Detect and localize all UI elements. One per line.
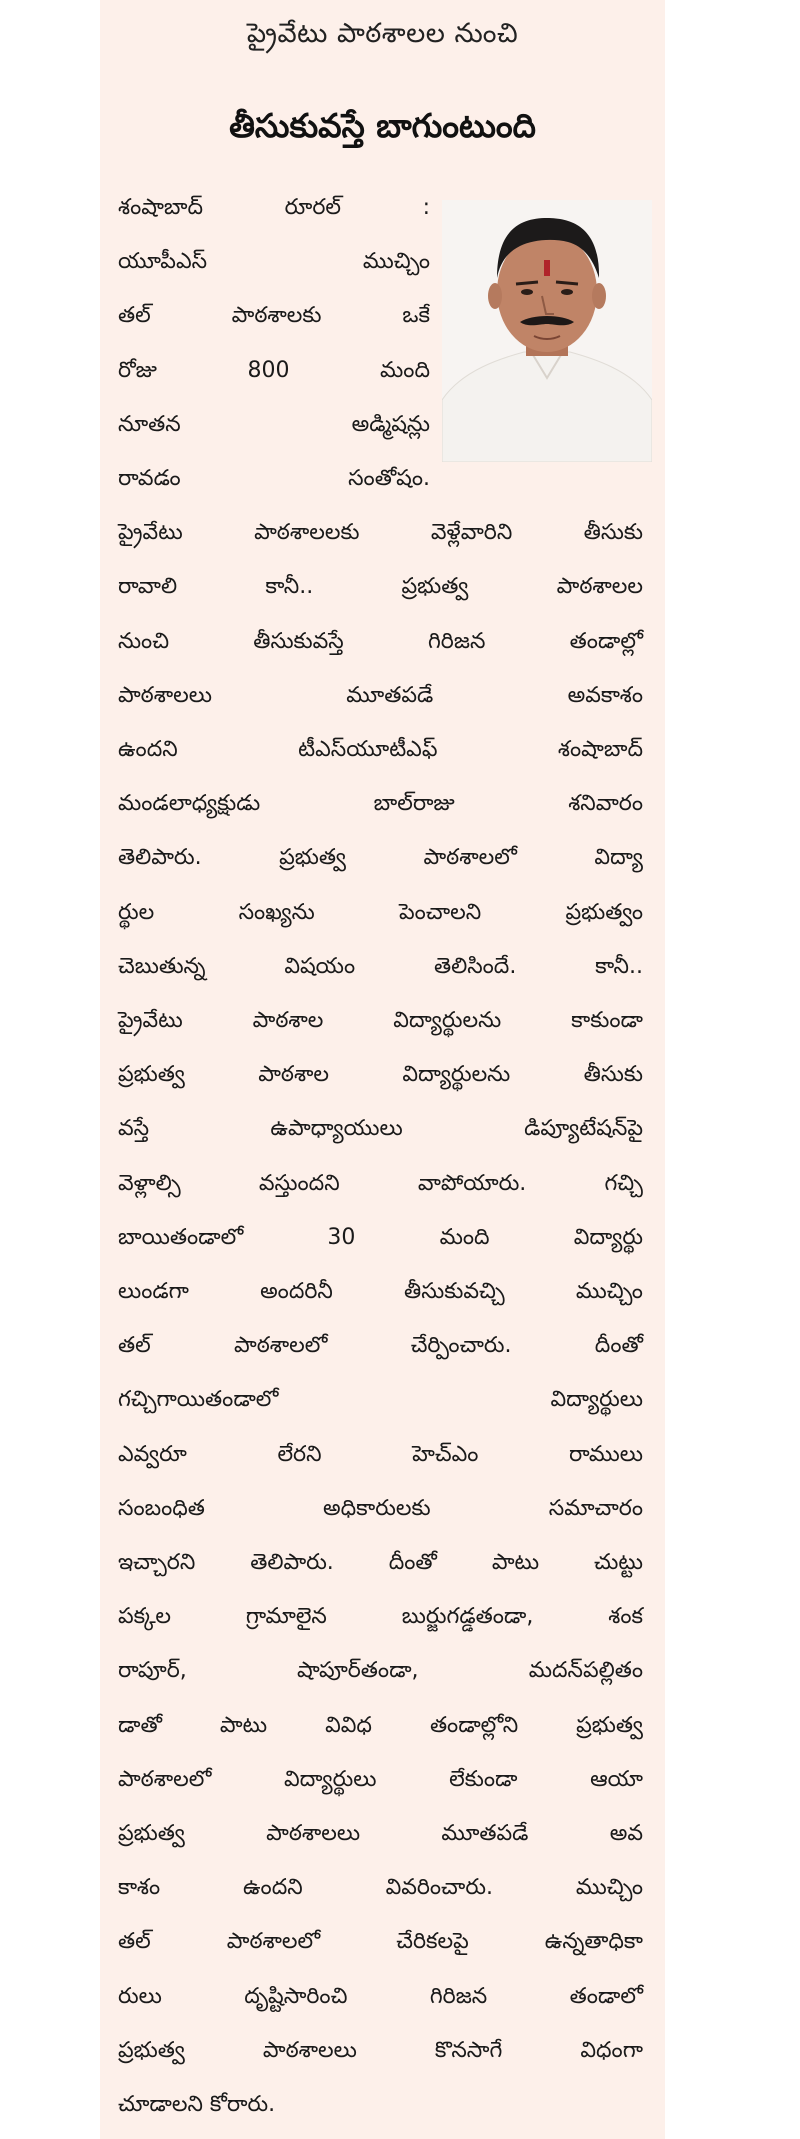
news-clipping — [100, 0, 665, 2139]
article-word: విద్యార్థులు — [284, 1766, 377, 1792]
article-word: యూపీఎస్ — [118, 249, 208, 275]
article-word: పాఠశాలలో — [118, 1766, 212, 1792]
article-line — [118, 1389, 643, 1411]
article-word: వాపోయారు. — [417, 1170, 527, 1196]
article-line — [118, 197, 430, 219]
article-word: వివరించారు. — [385, 1875, 493, 1901]
article-word: ప్రైవేటు — [118, 1008, 183, 1033]
article-word: డాతో — [118, 1712, 162, 1738]
headline-line-1: ప్రైవేటు పాఠశాలల నుంచి — [246, 18, 519, 49]
article-line — [118, 1224, 643, 1250]
article-word: తీసుకు — [583, 1062, 643, 1088]
article-word: ఉందని — [118, 737, 178, 762]
article-line — [118, 739, 643, 761]
article-word: నూతన — [118, 411, 181, 437]
article-word: శంషాబాద్ — [557, 737, 643, 762]
article-word: వెళ్లాల్సి — [118, 1170, 181, 1196]
article-word: ముచ్చిం — [575, 1875, 643, 1901]
article-word: శంక — [608, 1604, 643, 1630]
article-line — [118, 1606, 643, 1628]
article-word: లేకుండా — [449, 1766, 518, 1792]
article-word: పాఠశాలలో — [234, 1333, 328, 1359]
article-word: చెబుతున్న — [118, 953, 206, 979]
article-word: పాఠశాలలో — [423, 845, 517, 871]
article-line — [118, 1170, 643, 1196]
article-line — [118, 899, 643, 925]
article-word: దీంతో — [388, 1550, 437, 1575]
article-word: చుట్టు — [594, 1550, 643, 1575]
article-word: బుర్జుగడ్డతండా, — [401, 1604, 534, 1630]
article-word: 800 — [247, 357, 290, 383]
article-word: షాపూర్‌తండా, — [296, 1658, 419, 1684]
article-line — [118, 1495, 643, 1521]
article-line — [118, 1983, 643, 2009]
article-line — [118, 468, 430, 490]
article-word: పాఠశాలలు — [118, 682, 212, 708]
article-word: విద్యార్థులు — [550, 1387, 643, 1413]
article-line — [118, 628, 643, 654]
article-word: కానీ.. — [595, 953, 643, 979]
article-word: టీఎస్‌యూటీఎఫ్ — [298, 737, 438, 762]
article-line — [118, 953, 643, 979]
article-word: ఆయా — [590, 1766, 643, 1792]
article-word: వస్తుందని — [258, 1170, 340, 1196]
article-word: పక్కల — [118, 1604, 172, 1630]
article-word: గచ్చి — [604, 1170, 643, 1196]
article-word: విషయం — [284, 953, 356, 979]
article-word: కాశం — [118, 1875, 161, 1901]
article-word: ఉపాధ్యాయులు — [270, 1116, 403, 1142]
article-word: అడ్మిషన్లు — [351, 411, 430, 437]
article-word: శనివారం — [568, 791, 643, 817]
article-line — [118, 1010, 643, 1032]
article-word: హెచ్ఎం — [412, 1441, 479, 1467]
article-word: పాటు — [219, 1712, 268, 1738]
article-word: ఒకే — [402, 303, 430, 329]
article-line — [118, 251, 430, 273]
portrait-photo — [442, 200, 652, 462]
article-word: ముచ్చిం — [575, 1279, 643, 1304]
article-word: కానీ.. — [265, 574, 314, 600]
article-line — [118, 1335, 643, 1357]
article-word: అందరినీ — [260, 1279, 333, 1304]
article-word: మూతపడే — [346, 682, 434, 708]
article-word: పాఠశాల — [252, 1008, 324, 1033]
article-word: పాఠశాలలకు — [254, 520, 360, 546]
article-word: విద్యా — [594, 845, 643, 871]
article-word: ఎవ్వరూ — [118, 1441, 187, 1467]
article-word: పాఠశాలలు — [266, 1821, 361, 1846]
article-word: రులు — [118, 1983, 162, 2009]
article-word: పాఠశాల — [258, 1062, 329, 1088]
article-word: ప్రైవేటు — [118, 520, 183, 546]
article-word: బాల్‌రాజు — [373, 791, 455, 817]
article-word: ప్రభుత్వం — [565, 899, 643, 925]
article-word: రాములు — [568, 1441, 643, 1467]
article-word: పాఠశాలకు — [231, 303, 322, 329]
article-word: శంషాబాద్ — [118, 195, 204, 220]
article-word: దృష్టిసారించి — [244, 1983, 348, 2009]
article-line — [118, 1712, 643, 1738]
article-word: తల్ — [118, 1333, 151, 1359]
article-word: గిరిజన — [429, 1983, 488, 2009]
article-word: విద్యార్థు — [573, 1224, 643, 1250]
article-line — [118, 1877, 643, 1899]
article-word: చేర్పించారు. — [410, 1333, 512, 1359]
article-word: తల్ — [118, 303, 151, 329]
article-word: డిప్యూటేషన్‌పై — [524, 1116, 643, 1142]
article-line — [118, 576, 643, 598]
article-word: కొనసాగే — [434, 2037, 503, 2063]
article-word: ప్రభుత్వ — [118, 1062, 185, 1088]
article-line — [118, 1281, 643, 1303]
article-word: ర్థుల — [118, 899, 155, 925]
article-word: పాటు — [491, 1550, 540, 1575]
article-word: గచ్చిగాయితండాలో — [118, 1387, 279, 1413]
article-line — [118, 1823, 643, 1845]
article-word: తల్ — [118, 1929, 151, 1955]
article-word: గిరిజన — [427, 628, 486, 654]
article-word: రావాలి — [118, 574, 178, 600]
article-word: ముచ్చిం — [362, 249, 430, 275]
article-word: సంబంధిత — [118, 1495, 205, 1521]
article-word: అధికారులకు — [323, 1495, 431, 1521]
article-word: తీసుకువస్తే — [253, 628, 344, 654]
article-word: వెళ్లేవారిని — [430, 520, 513, 546]
article-word: తీసుకువచ్చి — [404, 1279, 505, 1304]
article-word: వివిధ — [325, 1712, 372, 1738]
article-word: తెలిపారు. — [118, 845, 202, 871]
article-word: కాకుండా — [571, 1008, 643, 1033]
article-word: మంది — [439, 1224, 490, 1250]
article-word: మూతపడే — [441, 1821, 529, 1846]
article-word: చేరికలపై — [396, 1929, 469, 1955]
article-word: పాఠశాలలు — [262, 2037, 357, 2063]
article-line — [118, 522, 643, 544]
article-line — [118, 1552, 643, 1574]
article-word: 30 — [327, 1224, 356, 1250]
article-word: పెంచాలని — [399, 899, 482, 925]
article-line — [118, 682, 643, 708]
headline-line-2: తీసుకువస్తే బాగుంటుంది — [229, 106, 536, 145]
article-word: తండాల్లోని — [429, 1712, 519, 1738]
article-word: రావడం — [118, 466, 181, 491]
article-word: దీంతో — [594, 1333, 643, 1359]
article-word: విద్యార్థులను — [393, 1008, 502, 1033]
article-line — [118, 1931, 643, 1953]
article-word: తండాల్లో — [569, 628, 643, 654]
article-word: ప్రభుత్వ — [401, 574, 469, 600]
portrait-photo-icon — [442, 200, 652, 462]
article-word: అవకాశం — [567, 682, 643, 708]
article-word: అవ — [609, 1821, 643, 1846]
article-line — [118, 2037, 643, 2063]
article-word: మంది — [380, 357, 430, 383]
article-line — [118, 1441, 643, 1467]
article-word: సంఖ్యను — [238, 899, 315, 925]
article-word: లేరని — [277, 1441, 322, 1467]
article-word: ఇచ్చారని — [118, 1550, 196, 1575]
article-word: తెలిసిందే. — [433, 953, 517, 979]
article-line — [118, 1660, 643, 1682]
article-word: ప్రభుత్వ — [576, 1712, 643, 1738]
article-word: విధంగా — [580, 2037, 643, 2063]
article-line: చూడాలని కోరారు. — [118, 2092, 276, 2117]
article-line — [118, 411, 430, 437]
article-line — [118, 1064, 643, 1086]
article-word: తీసుకు — [583, 520, 643, 546]
article-word: మదన్‌పల్లితం — [528, 1658, 643, 1684]
article-word: ప్రభుత్వ — [279, 845, 346, 871]
article-word: తెలిపారు. — [250, 1550, 334, 1575]
article-word: రోజు — [118, 357, 157, 383]
article-line — [118, 1118, 643, 1140]
article-word: రూరల్ — [284, 195, 342, 220]
article-word: పాఠశాలలో — [226, 1929, 321, 1955]
article-word: : — [422, 195, 430, 220]
article-line — [118, 305, 430, 327]
article-word: రాపూర్, — [118, 1658, 187, 1684]
article-word: సంతోషం. — [348, 466, 430, 491]
article-line — [118, 847, 643, 869]
article-line — [118, 793, 643, 815]
article-word: మండలాధ్యక్షుడు — [118, 791, 261, 817]
article-line — [118, 1766, 643, 1792]
article-word: తండాలో — [569, 1983, 643, 2009]
article-word: ప్రభుత్వ — [118, 2037, 185, 2063]
article-word: నుంచి — [118, 628, 170, 654]
article-line — [118, 357, 430, 383]
article-word: వస్తే — [118, 1116, 150, 1142]
article-word: సమాచారం — [548, 1495, 643, 1521]
article-word: ప్రభుత్వ — [118, 1821, 185, 1846]
article-word: ఉన్నతాధికా — [544, 1929, 643, 1955]
article-word: గ్రామాలైన — [245, 1604, 327, 1630]
article-word: విద్యార్థులను — [402, 1062, 511, 1088]
article-word: లుండగా — [118, 1279, 189, 1304]
article-word: ఉందని — [243, 1875, 303, 1901]
article-word: బాయితండాలో — [118, 1224, 244, 1250]
article-word: పాఠశాలల — [556, 574, 643, 600]
